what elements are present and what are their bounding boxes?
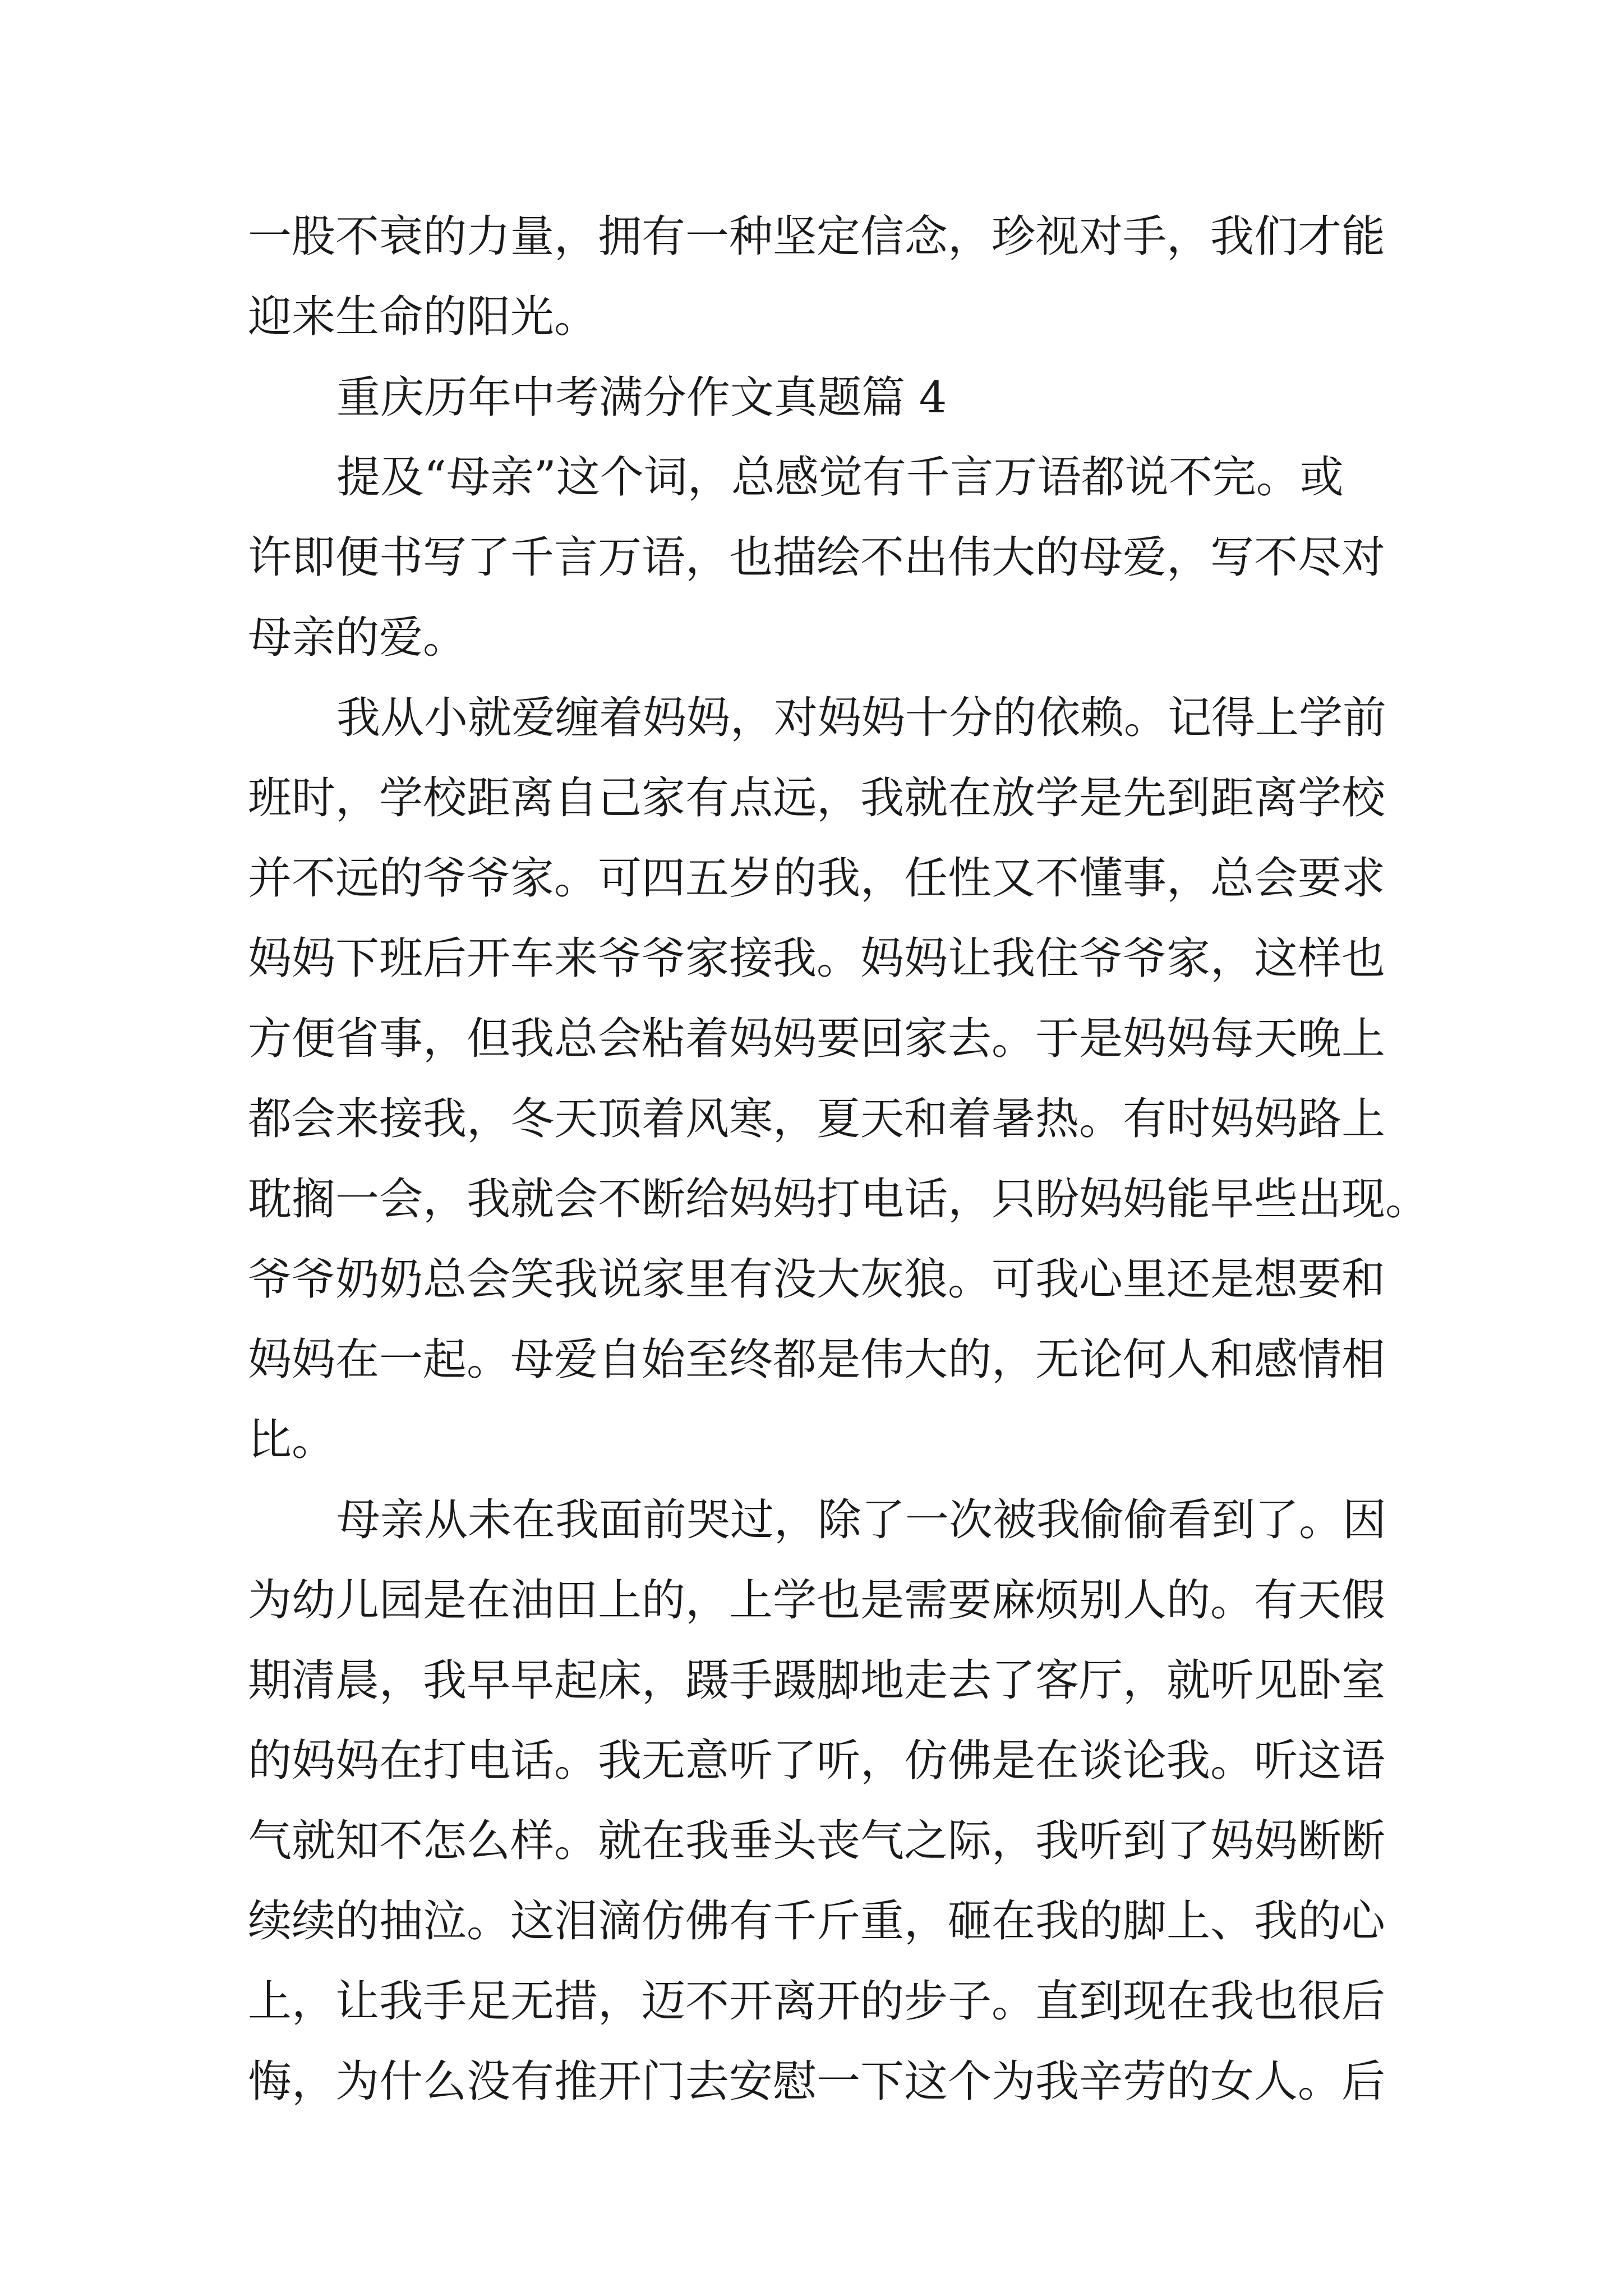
text-line: 迎来生命的阳光。 (248, 292, 598, 342)
text-line: 母亲的爱。 (248, 613, 467, 663)
text-line: 提及“母亲”这个词，总感觉有千言万语都说不完。或 (336, 452, 1344, 503)
text-line: 许即便书写了千言万语，也描绘不出伟大的母爱，写不尽对 (248, 532, 1386, 583)
section-heading: 重庆历年中考满分作文真题篇 4 (336, 372, 947, 423)
text-line: 气就知不怎么样。就在我垂头丧气之际，我听到了妈妈断断 (248, 1816, 1386, 1866)
text-line: 都会来接我，冬天顶着风寒，夏天和着暑热。有时妈妈路上 (248, 1094, 1386, 1144)
text-line: 妈妈下班后开车来爷爷家接我。妈妈让我住爷爷家，这样也 (248, 933, 1386, 984)
text-line: 班时，学校距离自己家有点远，我就在放学是先到距离学校 (248, 773, 1386, 823)
text-line: 上，让我手足无措，迈不开离开的步子。直到现在我也很后 (248, 1976, 1386, 2027)
text-line: 耽搁一会，我就会不断给妈妈打电话，只盼妈妈能早些出现。 (248, 1174, 1430, 1225)
text-line: 母亲从未在我面前哭过，除了一次被我偷偷看到了。因 (336, 1495, 1387, 1545)
text-line: 并不远的爷爷家。可四五岁的我，任性又不懂事，总会要求 (248, 853, 1386, 904)
text-line: 我从小就爱缠着妈妈，对妈妈十分的依赖。记得上学前 (336, 693, 1387, 743)
text-line: 的妈妈在打电话。我无意听了听，仿佛是在谈论我。听这语 (248, 1736, 1386, 1786)
text-line: 为幼儿园是在油田上的，上学也是需要麻烦别人的。有天假 (248, 1575, 1386, 1626)
text-line: 续续的抽泣。这泪滴仿佛有千斤重，砸在我的脚上、我的心 (248, 1896, 1386, 1947)
text-line: 爷爷奶奶总会笑我说家里有没大灰狼。可我心里还是想要和 (248, 1254, 1386, 1305)
text-line: 妈妈在一起。母爱自始至终都是伟大的，无论何人和感情相 (248, 1335, 1386, 1385)
text-line: 比。 (248, 1415, 336, 1465)
text-line: 一股不衰的力量，拥有一种坚定信念，珍视对手，我们才能 (248, 211, 1386, 262)
text-line: 悔，为什么没有推开门去安慰一下这个为我辛劳的女人。后 (248, 2056, 1386, 2107)
text-line: 方便省事，但我总会粘着妈妈要回家去。于是妈妈每天晚上 (248, 1014, 1386, 1064)
text-line: 期清晨，我早早起床，蹑手蹑脚地走去了客厅，就听见卧室 (248, 1655, 1386, 1706)
